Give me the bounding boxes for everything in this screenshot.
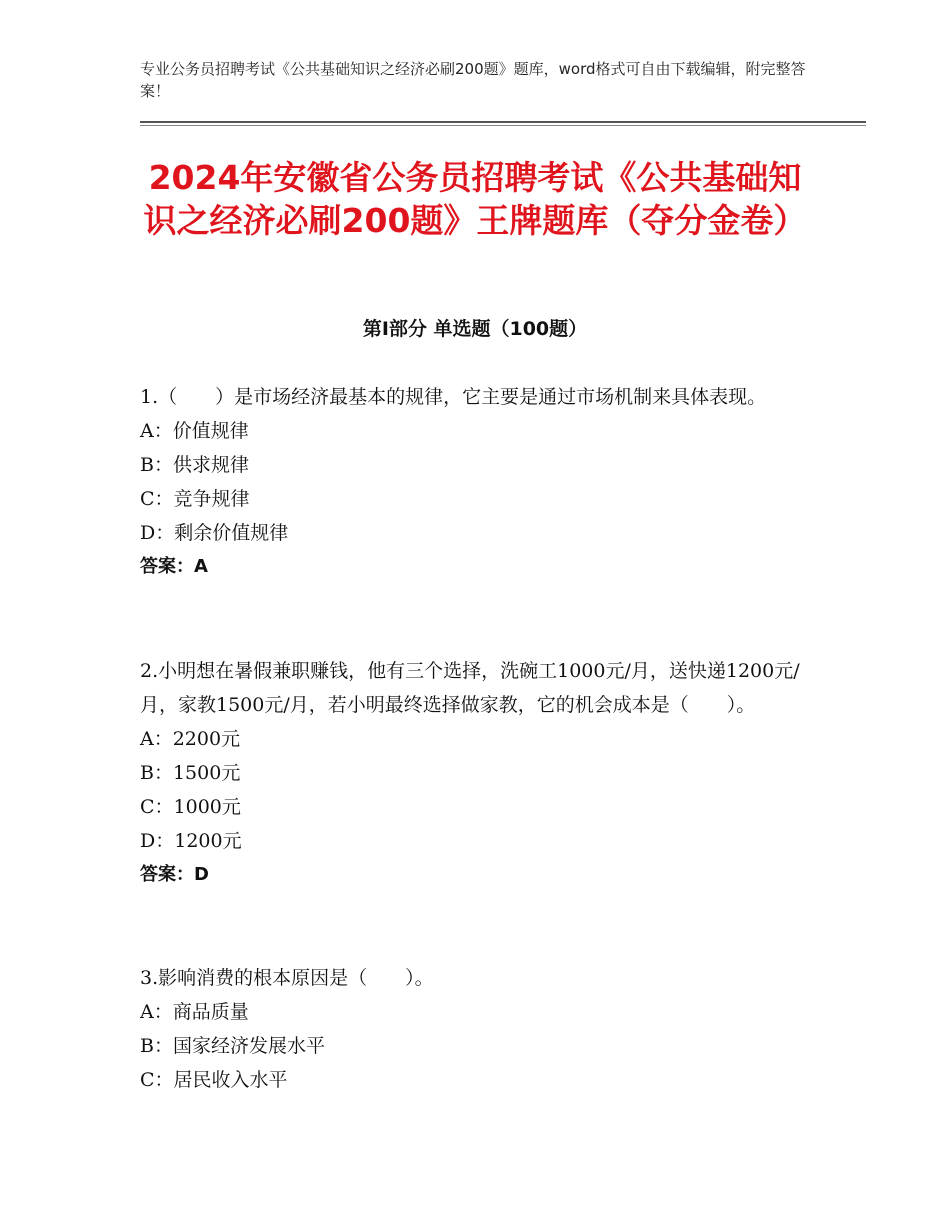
header-rule xyxy=(140,121,866,123)
option-c: C：1000元 xyxy=(140,796,241,818)
question-stem: 3.影响消费的根本原因是（ ）。 xyxy=(140,967,434,989)
answer: 答案：A xyxy=(140,556,208,577)
option-d: D：1200元 xyxy=(140,830,242,852)
option-b: B：供求规律 xyxy=(140,454,249,476)
header-note: 专业公务员招聘考试《公共基础知识之经济必刷200题》题库，word格式可自由下载编辑，附完整答案！ xyxy=(140,60,806,100)
option-b: B：1500元 xyxy=(140,762,241,784)
question-3 xyxy=(140,961,810,1097)
section-heading: 第I部分 单选题（100题） xyxy=(362,318,588,340)
option-c: C：居民收入水平 xyxy=(140,1069,288,1091)
option-c: C：竞争规律 xyxy=(140,488,250,510)
question-1 xyxy=(140,380,810,584)
answer: 答案：D xyxy=(140,864,209,885)
option-a: A：2200元 xyxy=(140,728,241,750)
option-b: B：国家经济发展水平 xyxy=(140,1035,325,1057)
option-a: A：价值规律 xyxy=(140,420,249,442)
option-d: D：剩余价值规律 xyxy=(140,522,289,544)
document-title: 2024年安徽省公务员招聘考试《公共基础知识之经济必刷200题》王牌题库（夺分金卷） xyxy=(143,158,807,240)
header-rule-thin xyxy=(140,125,866,126)
question-2 xyxy=(140,654,810,892)
question-stem: 1.（ ）是市场经济最基本的规律，它主要是通过市场机制来具体表现。 xyxy=(140,386,767,408)
option-a: A：商品质量 xyxy=(140,1001,249,1023)
question-stem: 2.小明想在暑假兼职赚钱，他有三个选择，洗碗工1000元/月，送快递1200元/月，家教1500元/月，若小明最终选择做家教，它的机会成本是（ ）。 xyxy=(140,660,800,716)
